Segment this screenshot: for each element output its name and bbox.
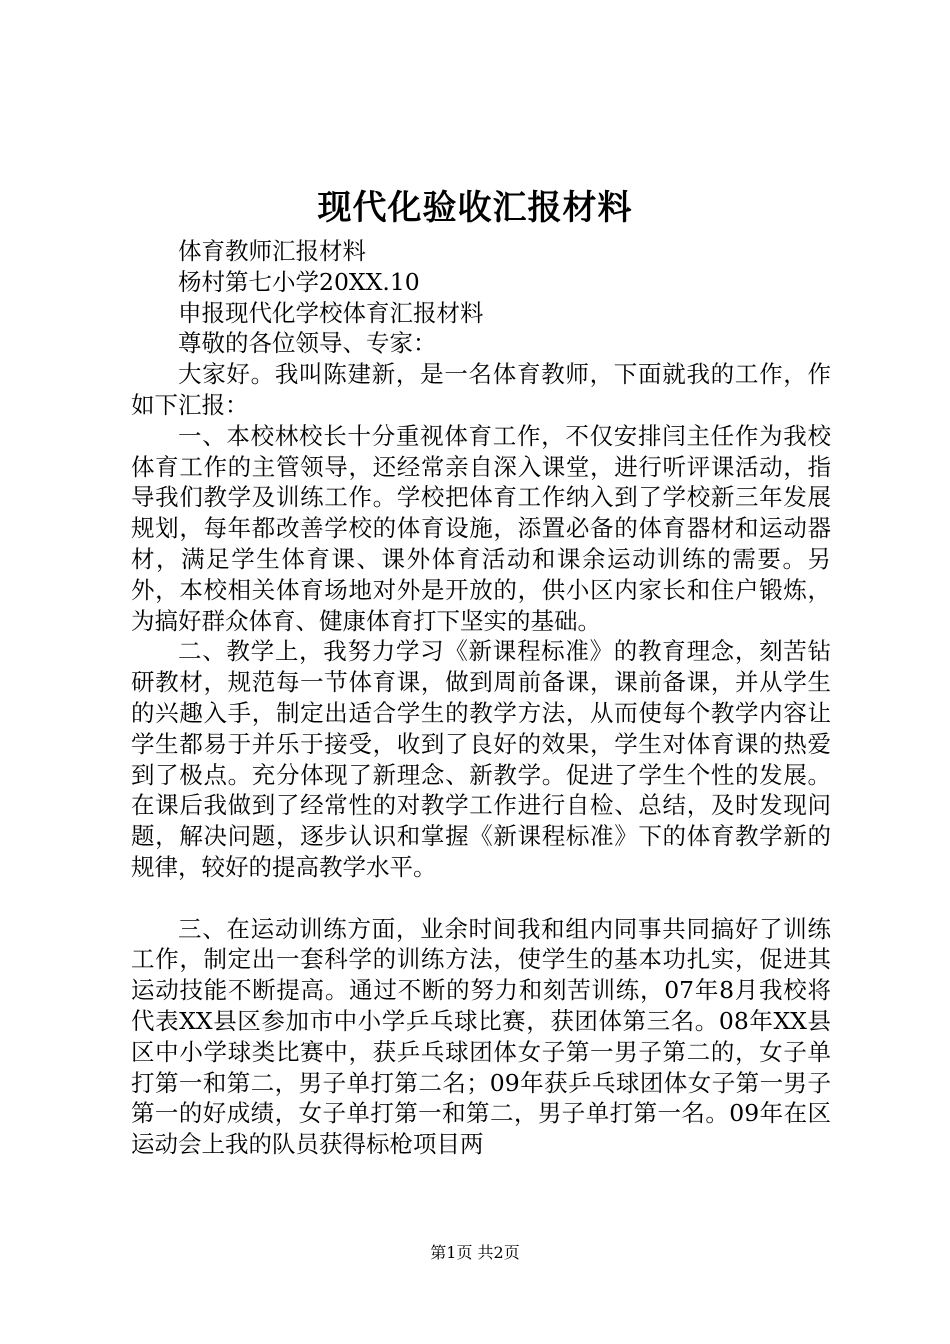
paragraph-school-date: 杨村第七小学20XX.10 xyxy=(178,267,420,296)
paragraph-section-3: 三、在运动训练方面，业余时间我和组内同事共同搞好了训练工作，制定出一套科学的训练方法，使学生的基本功扎实，促进其运动技能不断提高。通过不断的努力和刻苦训练，07年8月我校将代表XX县区参加市中小学乒乓球比赛，获团体第三名。08年XX县区中小学球类比赛中，获乒乓球团体女子第一男子第二的，女子单打第一和第二，男子单打第二名；09年获乒乓球团体女子第一男子第一的好成绩，女子单打第一和第二，男子单打第一名。09年在区运动会上我的队员获得标枪项目两 xyxy=(131,914,831,1159)
document-title: 现代化验收汇报材料 xyxy=(317,188,633,228)
paragraph-report-heading: 申报现代化学校体育汇报材料 xyxy=(178,298,484,327)
paragraph-section-1: 一、本校林校长十分重视体育工作，不仅安排闫主任作为我校体育工作的主管领导，还经常亲自深入课堂，进行听评课活动，指导我们教学及训练工作。学校把体育工作纳入到了学校新三年发展规划，每年都改善学校的体育设施，添置必备的体育器材和运动器材，满足学生体育课、课外体育活动和课余运动训练的需要。另外，本校相关体育场地对外是开放的，供小区内家长和住户锻炼，为搞好群众体育、健康体育打下坚实的基础。 xyxy=(131,421,831,635)
paragraph-subtitle: 体育教师汇报材料 xyxy=(178,237,366,265)
paragraph-section-2: 二、教学上，我努力学习《新课程标准》的教育理念，刻苦钻研教材，规范每一节体育课，做到周前备课，课前备课，并从学生的兴趣入手，制定出适合学生的教学方法，从而使每个教学内容让学生都易于并乐于接受，收到了良好的效果，学生对体育课的热爱到了极点。充分体现了新理念、新教学。促进了学生个性的发展。在课后我做到了经常性的对教学工作进行自检、总结，及时发现问题，解决问题，逐步认识和掌握《新课程标准》下的体育教学新的规律，较好的提高教学水平。 xyxy=(131,637,831,881)
paragraph-salutation: 尊敬的各位领导、专家： xyxy=(178,329,437,358)
paragraph-greeting: 大家好。我叫陈建新，是一名体育教师，下面就我的工作，作如下汇报： xyxy=(131,360,831,419)
document-body xyxy=(131,236,831,1160)
page-footer: 第1页 共2页 xyxy=(430,1243,520,1262)
